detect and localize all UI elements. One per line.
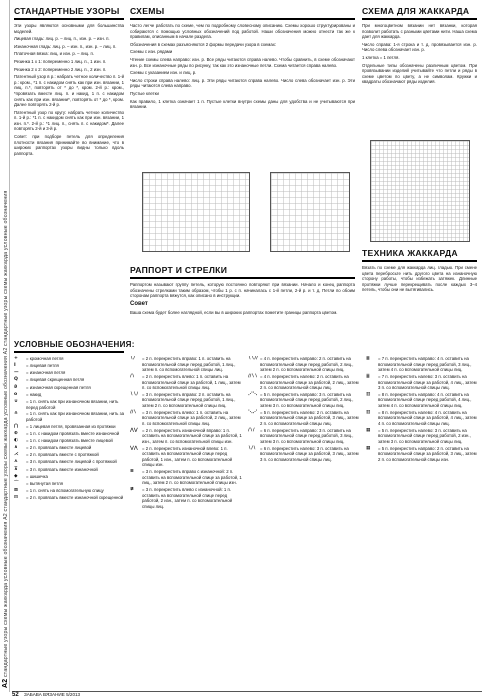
legend-item [14,392,124,398]
legend-title: УСЛОВНЫЕ ОБОЗНАЧЕНИЯ: [14,340,124,353]
jacquard-chart [370,140,470,242]
legend-item [248,374,360,391]
legend-symbol-icon: — [14,370,19,376]
legend-item [366,356,478,373]
legend-description: = 3 п. перекрестить вправо с изнаночной: 2 п. оставить на вспомогательной спице за работой, 1 лиц., затем 2 п. со вспомогательной спицы изн. [142,469,242,486]
legend-description: = 2 п. перекрестить изнаночной влево: 1 п. оставить на вспомогательной спице перед работой, 1 изн., затем п. со вспомогательной спицы изн. [142,445,233,468]
legend-item [14,495,124,501]
legend-description: = 5 п. перекрестить налево: 2 п. оставить на вспомогательной спице за работой, 3 лиц., затем 2 п. со вспомогательной спицы лиц. [260,409,359,426]
legend-symbol-icon: ◐ [14,437,19,443]
legend-symbol-icon: ⋂ [14,423,18,429]
legend-description: = 3 п. провязать вместе изнаночной [26,466,98,472]
legend-description: = 3 п. перекрестить влево с изнаночной: 1 п. оставить на вспомогательной спице перед работой, 2 изн., затем п. со вспомогательной спицы лиц. [142,487,233,509]
text-paragraph: Число строки справа налево: лиц. р. Эти ряды читаются справа налево. Число слева обозначает изн. р. Эти ряды читаются слева направо. [130,77,355,89]
schemes-text [130,23,355,110]
legend-item [14,431,124,437]
legend-symbol-icon: ∖∕∖ [248,445,257,451]
legend-description: = 2 п. провязать вместе изнаночной скрещенной [26,495,124,501]
legend-item [14,438,124,444]
legend-item [248,410,360,427]
text-paragraph: Лицевая гладь: лиц. р. – лиц. п., изн. р. – изн. п. [14,36,110,42]
legend-symbol-icon: o [14,391,18,397]
legend-column-4 [366,356,478,688]
legend-description: = 4 п. перекрестить налево: 2 п. оставить на вспомогательной спице за работой, 2 лиц., затем 2 п. со вспомогательной спицы лиц. [260,373,359,391]
legend-symbol-icon: ⊕ [14,430,18,436]
legend-description: = 1 п. снять на вспомогательную спицу [26,488,104,494]
legend-symbol-icon: ▥ [366,391,371,397]
standard-patterns-column [14,6,124,336]
legend-item [14,370,124,376]
legend-item [14,459,124,465]
legend-symbol-icon: ∪ [14,398,18,404]
legend-description: = 8 п. перекрестить налево: 4 п. оставить на вспомогательной спице за работой, 4 лиц., затем 4 п. со вспомогательной спицы лиц. [378,409,477,426]
legend-description: = 2 п. провязать вместе с протяжкой [26,452,99,458]
legend-symbol-icon: ∧ [14,445,18,451]
legend-item [130,428,242,445]
legend-description: = 1 п. с накидом провязать вместе лицевой [26,437,113,443]
legend-description: = лицевая скрещенная петля [26,377,85,383]
legend-description: = 3 п. провязать вместе лицевой с протяжкой [26,459,117,465]
text-paragraph: Как правило, 1 клетка означает 1 п. Пустые клетки внутри схемы даны для удобства и не учитываются при вязании. [130,98,355,110]
legend-symbol-icon: ⌒ [14,480,19,486]
text-paragraph: Схемы с изн. рядами [130,49,173,55]
legend-symbol-icon: I [14,363,16,369]
legend-item [14,385,124,391]
legend-description: = шишечка [26,473,48,479]
legend-description: = изнаночная петля [26,370,66,376]
legend-description: = 2 п. перекрестить вправо: 1 п. оставить на вспомогательной спице перед работой, 1 лиц., затем п. со вспомогательной спицы лиц. [142,356,236,373]
standard-patterns-text [14,36,124,156]
text-paragraph: Совет: при подборе петель для определения плотности вязания принимайте во внимание, что в широких раппортах узоры видны только вдоль раппорта. [14,134,124,156]
tip-text: Ваша схема будет более наглядной, если вы в широких раппортах пометите границы раппорта цветом. [130,309,338,315]
legend-symbol-icon: Q [14,377,18,383]
legend-symbol-icon: ⋏ [14,459,18,465]
legend-description: = 6 п. перекрестить направо: 3 п. оставить на вспомогательной спице перед работой, 3 лиц., затем 3 п. со вспомогательной спицы лиц. [260,427,354,444]
legend-item [14,467,124,473]
legend-item [130,392,242,409]
legend-item [14,363,124,369]
legend-column-3 [248,356,360,688]
knitting-chart-right [270,172,350,252]
legend-description: = 1 п. снять как при изнаночном вязании, нить за работой [26,411,124,422]
legend-item [248,428,360,445]
text-paragraph: Платочная вязка: лиц. и изн. р. – лиц. п. [14,51,95,57]
jacquard-text [362,23,477,85]
legend-description: = изнаночная скрещенная петля [26,384,91,390]
side-strip-text: A2 стандартные узоры схемы жаккарда условные обозначения A2 стандартные узоры схемы жаккарда условные обозначения A2 стандартные узоры схемы жаккарда условные обозначения [2,190,9,688]
legend-symbol-icon: ◆ [14,473,18,479]
text-paragraph: При многоцветном вязании нет вязанки, которая позволит работать с разными цветами нити. Наша схема дает для жаккарда. [362,23,477,40]
legend-symbol-icon: ∕∕∖ [130,409,137,415]
legend-symbol-icon: ⋌ [14,452,19,458]
legend-item [130,487,242,509]
page-number: 52 [12,692,19,698]
text-paragraph: Часто легче работать по схеме, чем по подробному словесному описанию. Схемы хорошо структурированы и собираются с помощью условных обозначений под работой. Наши обозначения можно отнести так же к правилам, описанным в начале раздела. [130,23,355,40]
text-paragraph: Обозначения в схемах разъясняются 2 формы передачи узора в схемах: [130,41,277,47]
tip-title: Совет [130,300,148,307]
rapport-title: РАППОРТ И СТРЕЛКИ [130,265,355,279]
legend-description: = кромочная петля [26,356,64,361]
legend-symbol-icon: ⋱⋰ [248,409,258,415]
legend-description: = 5 п. перекрестить налево: 3 п. оставить на вспомогательной спице перед работой, 2 изн., затем 3 п. со вспомогательной спицы лиц. [378,427,471,444]
legend-symbol-icon: ⊟ [14,495,18,501]
legend-item [248,446,360,463]
legend-symbol-icon: ∖∖∕ [130,391,139,397]
text-paragraph: Резинка 1 х 1: попеременно 1 лиц. п., 1 изн. п. [14,59,107,65]
legend-column-1 [14,356,124,688]
text-paragraph: Пустые клетки [130,90,159,96]
legend-description: = 7 п. перекрестить направо: 4 п. оставить на вспомогательной спице перед работой, 3 лиц., затем 4 п. со вспомогательной спицы лиц. [378,356,472,373]
legend-item [130,410,242,427]
legend-description: = 1 п. снять как при изнаночном вязании, нить перед работой [26,398,119,410]
legend-symbol-icon: ▦ [366,427,371,433]
legend-symbol-icon: ⊠ [14,488,18,494]
knitting-chart-left [142,172,250,252]
section-badge: A2 [2,678,9,688]
legend-description: = накид [26,391,42,397]
legend-description: = вытянутая петля [26,480,64,486]
legend-item [14,399,124,410]
jacquard-technique-section [362,248,477,338]
legend-description: = 1 лицевая петля, провязанная из протяжки [26,423,116,429]
legend-symbol-icon: ⊼ [14,466,18,472]
legend-item [366,374,478,391]
text-paragraph: Изнаночная гладь: лиц. р. – изн. п., изн. р. – лиц. п. [14,43,117,49]
text-paragraph: Чтение схемы слева направо: изн. р. Все ряды читаются справа налево. Чтобы сравнить, в схеме обозначают изн. р. Все изнаночные ряды по рисунку, так как это изнаночные петли. Схема читается справа налево. [130,57,355,68]
text-paragraph: Число справа: 1-я строка и т. д. провязывается изн. р. Число слева обозначает изн. р. [362,41,477,53]
legend-symbol-icon: + [14,356,18,361]
legend-item [366,446,478,463]
legend-item [14,377,124,383]
legend-item [14,356,124,362]
legend-item [14,411,124,422]
legend-item [248,356,360,373]
legend-symbol-icon: ⋀⋁ [130,427,138,433]
legend-symbol-icon: ϑ [14,384,18,390]
legend-description: = лицевая петля [26,363,59,369]
legend-item [130,374,242,391]
legend-item [366,410,478,427]
legend-symbol-icon: ∕∕∖∖ [248,373,258,379]
text-paragraph: Патентный узор в р.: набрать четное количество п. 1-й р.: кром., *1 п. с накидом снять как при изн. вязании, 1 лиц. п.*, повторять от * до *, кром. 2-й р.: кром., *провязать вместе лиц. п. и накид, 1 п. с накидом снять как при изн. вязании*, повторять от * до *, кром. Далее повторять 2-й р. [14,74,124,108]
legend-symbol-icon: ≣ [366,356,370,361]
legend-symbol-icon: ≡ [130,469,134,475]
text-paragraph: 1 клетка = 1 петля. [362,55,400,61]
legend-description: = 5 п. перекрестить направо: 3 п. оставить на вспомогательной спице перед работой, 2 лиц., затем 3 п. со вспомогательной спицы лиц. [260,391,354,408]
legend-item [130,469,242,486]
legend-item [14,452,124,458]
legend-description: = 5 п. перекрестить направо: 2 п. оставить на вспомогательной спице за работой, 3 лиц., затем 2 п. со вспомогательной спицы изн. [378,445,477,462]
legend-symbol-icon: ⋁⋀ [130,445,138,451]
legend-item [14,488,124,494]
legend-column-2 [130,356,242,688]
standard-patterns-title: СТАНДАРТНЫЕ УЗОРЫ [14,6,124,20]
legend-symbol-icon: ≢ [130,487,134,493]
standard-patterns-intro: Эти узоры являются основными для большинства моделей. [14,23,124,34]
legend-description: = 8 п. перекрестить направо: 4 п. оставить на вспомогательной спице перед работой, 4 лиц., затем 4 п. со вспомогательной спицы лиц. [378,391,472,408]
legend-item [130,356,242,373]
legend-item [14,474,124,480]
legend-description: = 2 п. перекрестить влево: 1 п. оставить на вспомогательной спице за работой, 1 лиц., затем п. со вспомогательной спицы лиц. [142,373,241,391]
text-paragraph: Резинка 2 х 2: попеременно 2 лиц. п., 2 изн. п. [14,66,107,72]
rapport-text: Раппортом называют группу петель, которую постоянно повторяют при вязании. Начало и конец раппорта обозначены стрелками таким образом, чтобы 1 р. с п. начиналась с 1-й петли, 2-й р. и т. д. Петли по обоим сторонам раппорта вяжутся, как описано в инструкции. [130,282,355,299]
legend-description: = 3 п. перекрестить влево: 1 п. оставить на вспомогательной спице за работой, 2 лиц., затем п. со вспомогательной спицы лиц. [142,409,241,426]
legend-symbol-icon: ≣ [366,373,370,379]
legend-symbol-icon: ▦ [366,445,371,451]
schemes-title: СХЕМЫ [130,6,355,20]
jacquard-technique-title: ТЕХНИКА ЖАККАРДА [362,248,477,262]
page-footer [12,691,482,700]
legend-description: = 7 п. перекрестить налево: 3 п. оставить на вспомогательной спице за работой, 4 лиц., затем 3 п. со вспомогательной спицы лиц. [378,373,477,391]
legend-symbol-icon: ∖∖∕∕ [248,356,258,361]
legend-symbol-icon: ⋰⋱ [248,391,258,397]
jacquard-technique-text: Вязать по схеме для жаккарда лиц. гладью. При смене цвета перебросьте нить другого цвета на изнаночную сторону работы, чтобы избежать затяжек. Длинные протяжки лучше перекрещивать после каждых 3–4 петель, чтобы они не вытягивались. [362,265,477,293]
legend-symbol-icon: ∩ [14,411,18,417]
legend-symbol-icon: ∕∖ [130,373,135,379]
legend-item [248,392,360,409]
legend-symbol-icon: ∕∖∕ [248,427,255,433]
schemes-column [130,6,355,166]
legend-description: = 6 п. перекрестить налево: 3 п. оставить на вспомогательной спице за работой, 3 лиц., затем 3 п. со вспомогательной спицы лиц. [260,445,359,462]
legend-description: = 2 п. перекрестить изнаночной вправо: 1 п. оставить на вспомогательной спице за работой, 1 изн., затем п. со вспомогательной спицы изн. [142,427,242,444]
magazine-name: ЗАБАВА ВЯЗАНИЕ 5/2013 [23,692,81,697]
legend-symbol-icon: ▥ [366,409,371,415]
legend-symbol-icon: ∖∕ [130,356,135,361]
legend-item [14,481,124,487]
jacquard-title: СХЕМА ДЛЯ ЖАККАРДА [362,6,477,20]
text-paragraph: Схемы с указанием изн. и лиц. р. [130,70,197,76]
legend-item [14,424,124,430]
legend-description: = 1 п. с накидом провязать вместе изнаночной [26,430,120,436]
legend-item [130,446,242,468]
legend-item [366,428,478,445]
legend-description: = 2 п. провязать вместе лицевой [26,445,92,451]
legend-item [366,392,478,409]
legend-description: = 4 п. перекрестить направо: 2 п. оставить на вспомогательной спице перед работой, 2 лиц., затем 2 п. со вспомогательной спицы лиц. [260,356,354,373]
side-strip [0,0,10,692]
legend-item [14,445,124,451]
text-paragraph: Отдельные типы обозначены различным цветом. При провязывании изделий учитывайте что петли и ряды в схеме цветом по цвету, а не символам. Кружки и квадраты обозначают ряды изделия. [362,62,477,85]
legend-description: = 3 п. перекрестить вправо: 2 п. оставить на вспомогательной спице перед работой, 1 лиц., затем 2 п. со вспомогательной спицы лиц. [142,391,236,408]
rapport-section [130,265,355,340]
text-paragraph: Патентный узор по кругу: набрать четное количество п. 1-й р.: *1 п. с накидом снять как при изн. вязании, 1 изн. п.*. 2-й р.: *1 лиц. п., снять п. с накидом*. Далее повторять 2-й и 3-й р. [14,109,124,132]
